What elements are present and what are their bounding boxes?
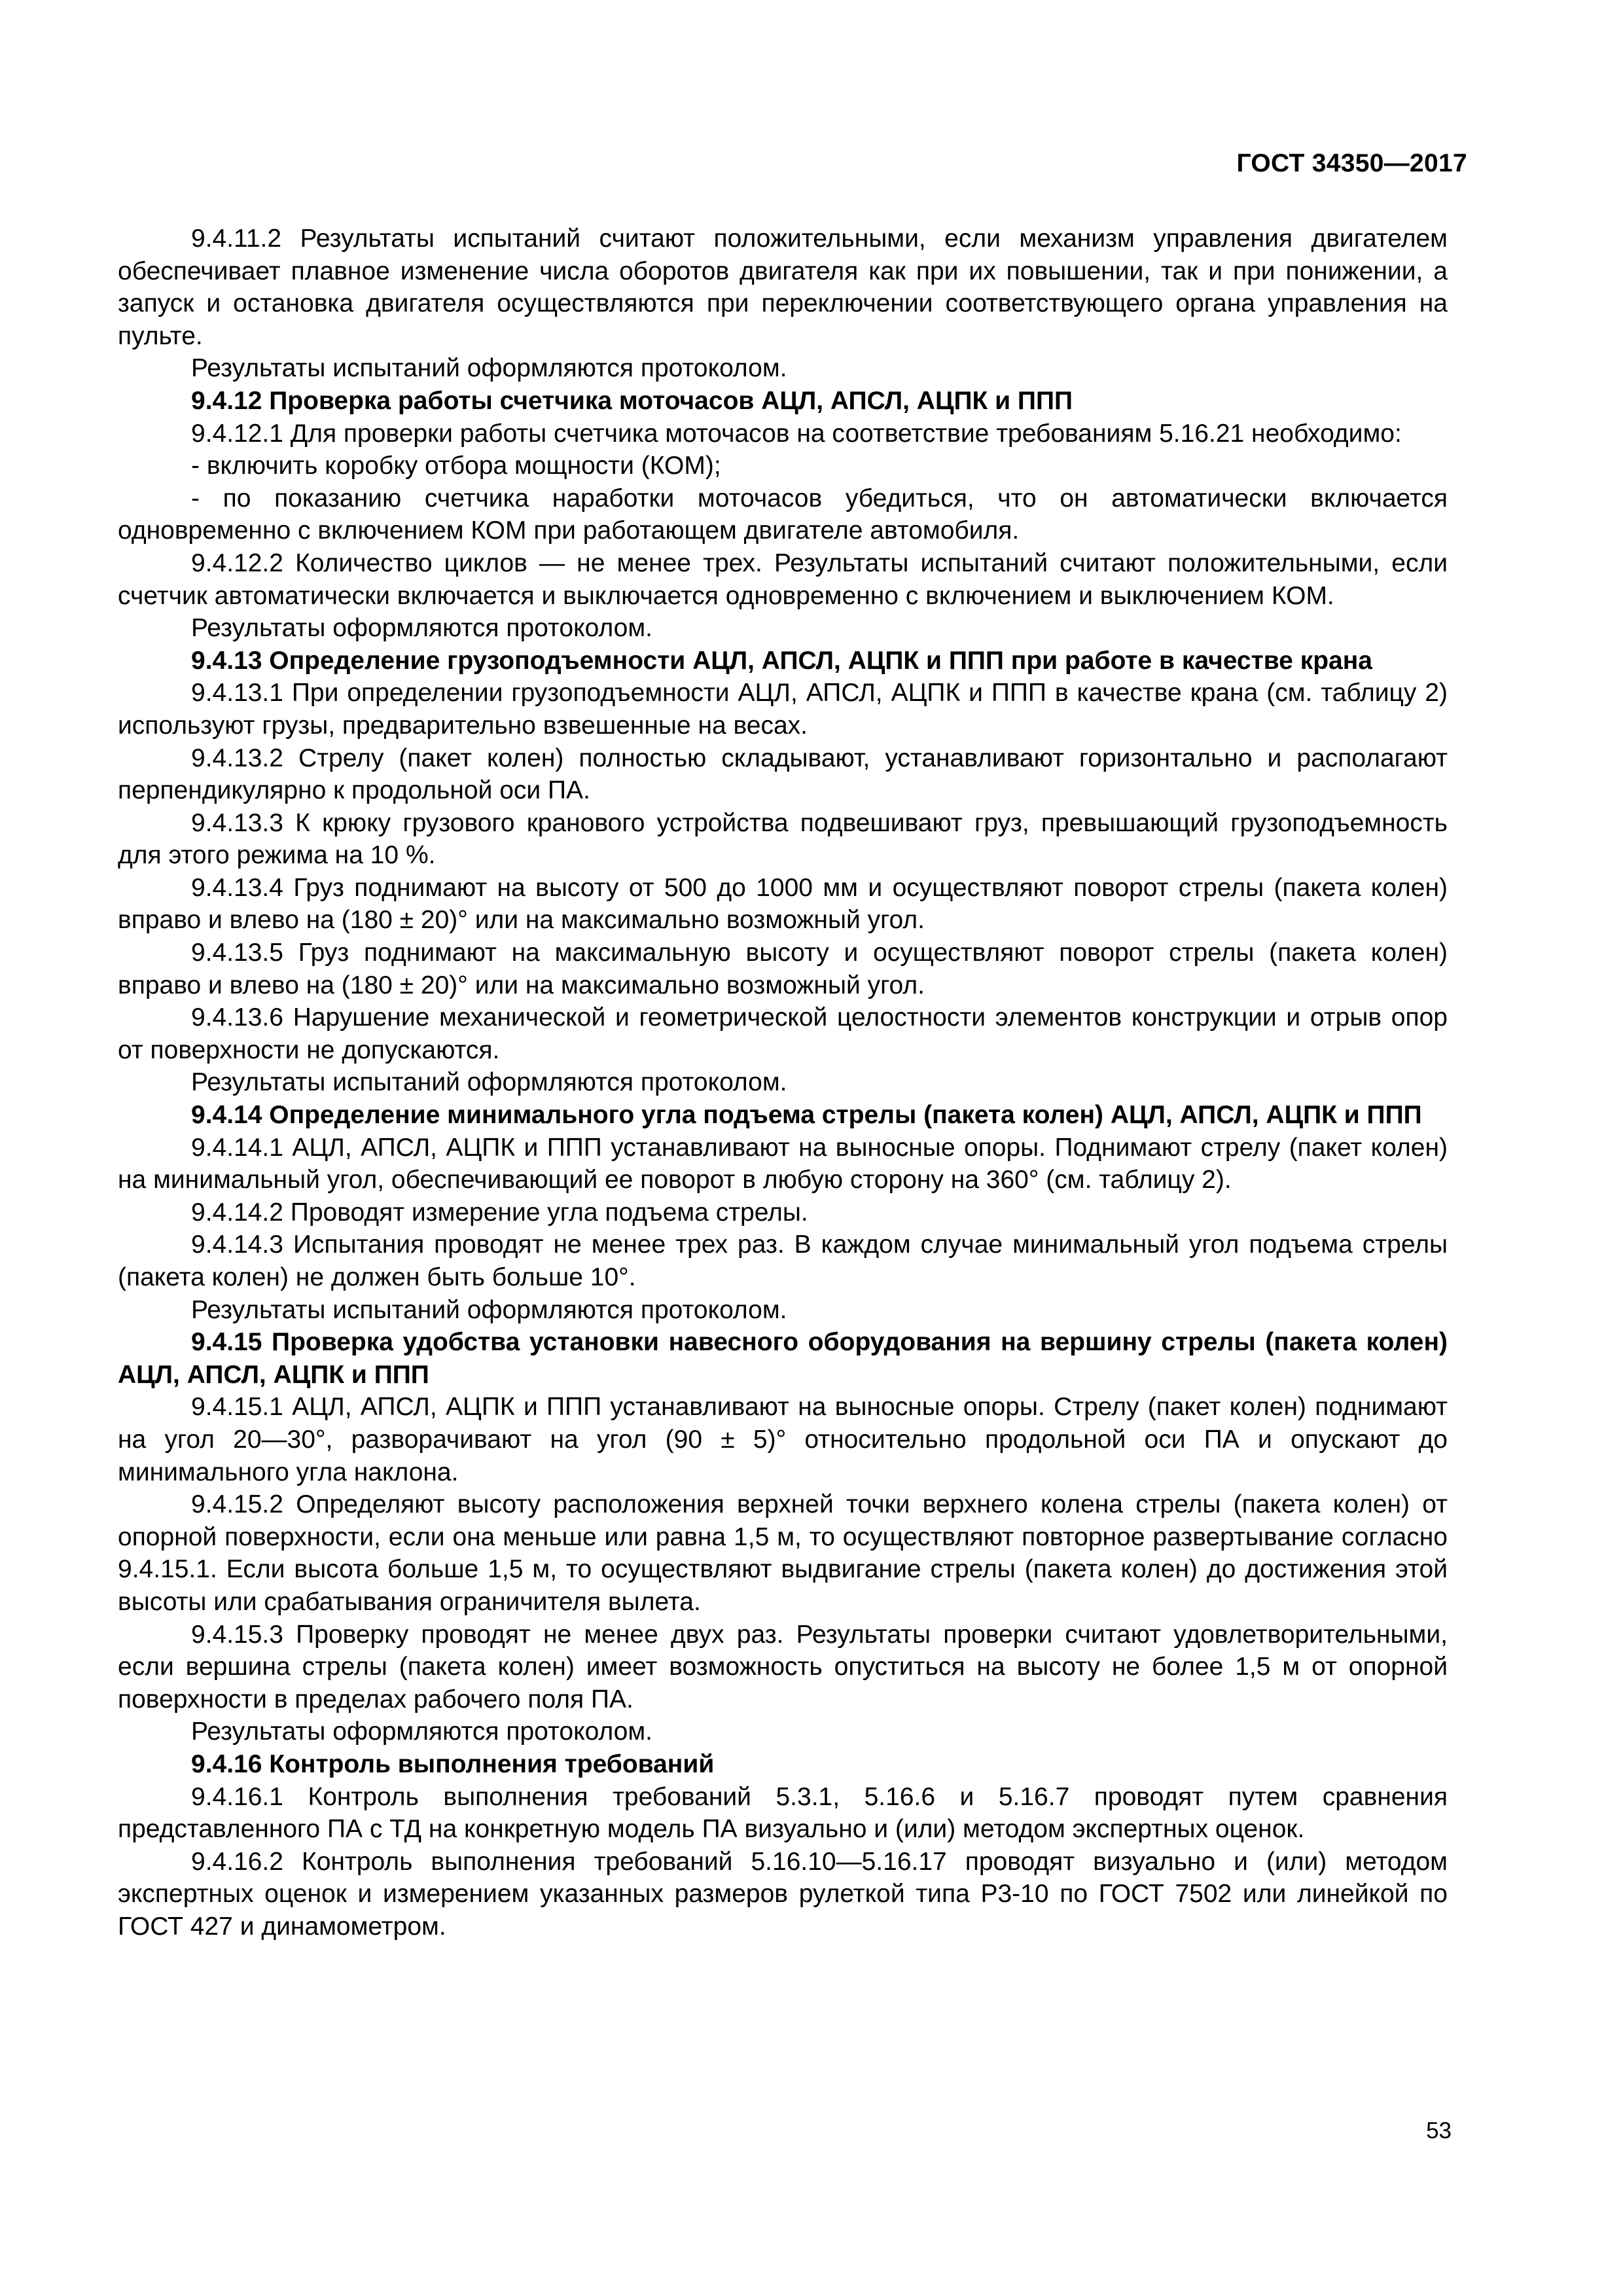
list-item: - по показанию счетчика наработки моточасов убедиться, что он автоматически включается одновременно с включением КОМ при работающем двигателе автомобиля. [118, 484, 1448, 545]
paragraph: 9.4.15.1 АЦЛ, АПСЛ, АЦПК и ППП устанавливают на выносные опоры. Стрелу (пакет колен) поднимают на угол 20—30°, разворачивают на угол (90 ± 5)° относительно продольной оси ПА и опускают до минимального угла наклона. [118, 1393, 1448, 1486]
paragraph: Результаты оформляются протоколом. [191, 1717, 652, 1746]
paragraph: 9.4.15.2 Определяют высоту расположения верхней точки верхнего колена стрелы (пакета колен) от опорной поверхности, если она меньше или равна 1,5 м, то осуществляют повторное развертывание согласно 9.4.15.1. Если высота больше 1,5 м, то осуществляют выдвигание стрелы (пакета колен) до достижения этой высоты или срабатывания ограничителя вылета. [118, 1490, 1448, 1616]
paragraph: 9.4.13.6 Нарушение механической и геометрической целостности элементов конструкции и отрыв опор от поверхности не допускаются. [118, 1003, 1448, 1064]
paragraph: Результаты испытаний оформляются протоколом. [191, 1068, 787, 1097]
section-heading: 9.4.13 Определение грузоподъемности АЦЛ, АПСЛ, АЦПК и ППП при работе в качестве крана [191, 646, 1372, 675]
paragraph: 9.4.13.1 При определении грузоподъемности АЦЛ, АПСЛ, АЦПК и ППП в качестве крана (см. таблицу 2) используют грузы, предварительно взвешенные на весах. [118, 679, 1448, 740]
paragraph: 9.4.12.1 Для проверки работы счетчика моточасов на соответствие требованиям 5.16.21 необходимо: [191, 419, 1402, 448]
paragraph: 9.4.12.2 Количество циклов — не менее трех. Результаты испытаний считают положительными, если счетчик автоматически включается и выключается одновременно с включением и выключением КОМ. [118, 548, 1448, 610]
document-body [118, 223, 1448, 1943]
paragraph: 9.4.13.4 Груз поднимают на высоту от 500 до 1000 мм и осуществляют поворот стрелы (пакета колен) вправо и влево на (180 ± 20)° или на максимально возможный угол. [118, 873, 1448, 935]
paragraph: Результаты испытаний оформляются протоколом. [191, 1295, 787, 1324]
paragraph: 9.4.14.3 Испытания проводят не менее трех раз. В каждом случае минимальный угол подъема стрелы (пакета колен) не должен быть больше 10°. [118, 1230, 1448, 1291]
paragraph: 9.4.16.2 Контроль выполнения требований 5.16.10—5.16.17 проводят визуально и (или) методом экспертных оценок и измерением указанных размеров рулеткой типа Р3-10 по ГОСТ 7502 или линейкой по ГОСТ 427 и динамометром. [118, 1847, 1448, 1941]
paragraph: 9.4.14.1 АЦЛ, АПСЛ, АЦПК и ППП устанавливают на выносные опоры. Поднимают стрелу (пакет колен) на минимальный угол, обеспечивающий ее поворот в любую сторону на 360° (см. таблицу 2). [118, 1133, 1448, 1194]
list-item: - включить коробку отбора мощности (КОМ); [191, 452, 721, 480]
section-heading: 9.4.14 Определение минимального угла подъема стрелы (пакета колен) АЦЛ, АПСЛ, АЦПК и ППП [191, 1101, 1422, 1130]
section-heading: 9.4.15 Проверка удобства установки навесного оборудования на вершину стрелы (пакета колен) АЦЛ, АПСЛ, АЦПК и ППП [118, 1328, 1448, 1389]
paragraph: Результаты испытаний оформляются протоколом. [191, 354, 787, 383]
document-code: ГОСТ 34350—2017 [1236, 149, 1467, 177]
paragraph: Результаты оформляются протоколом. [191, 614, 652, 643]
paragraph: 9.4.13.5 Груз поднимают на максимальную высоту и осуществляют поворот стрелы (пакета колен) вправо и влево на (180 ± 20)° или на максимально возможный угол. [118, 939, 1448, 999]
paragraph: 9.4.16.1 Контроль выполнения требований 5.3.1, 5.16.6 и 5.16.7 проводят путем сравнения представленного ПА с ТД на конкретную модель ПА визуально и (или) методом экспертных оценок. [118, 1782, 1448, 1844]
paragraph: 9.4.13.3 К крюку грузового кранового устройства подвешивают груз, превышающий грузоподъемность для этого режима на 10 %. [118, 808, 1448, 870]
paragraph: 9.4.13.2 Стрелу (пакет колен) полностью складывают, устанавливают горизонтально и располагают перпендикулярно к продольной оси ПА. [118, 744, 1448, 805]
section-heading: 9.4.16 Контроль выполнения требований [191, 1749, 715, 1778]
page-number: 53 [1426, 2118, 1452, 2144]
paragraph: 9.4.11.2 Результаты испытаний считают положительными, если механизм управления двигателем обеспечивает плавное изменение числа оборотов двигателя как при их повышении, так и при понижении, а запуск и остановка двигателя осуществляются при переключении соответствующего органа управления на пульте. [118, 224, 1448, 350]
section-heading: 9.4.12 Проверка работы счетчика моточасов АЦЛ, АПСЛ, АЦПК и ППП [191, 386, 1073, 415]
paragraph: 9.4.14.2 Проводят измерение угла подъема стрелы. [191, 1198, 808, 1227]
paragraph: 9.4.15.3 Проверку проводят не менее двух раз. Результаты проверки считают удовлетворительными, если вершина стрелы (пакета колен) имеет возможность опуститься на высоту не более 1,5 м от опорной поверхности в пределах рабочего поля ПА. [118, 1620, 1448, 1713]
